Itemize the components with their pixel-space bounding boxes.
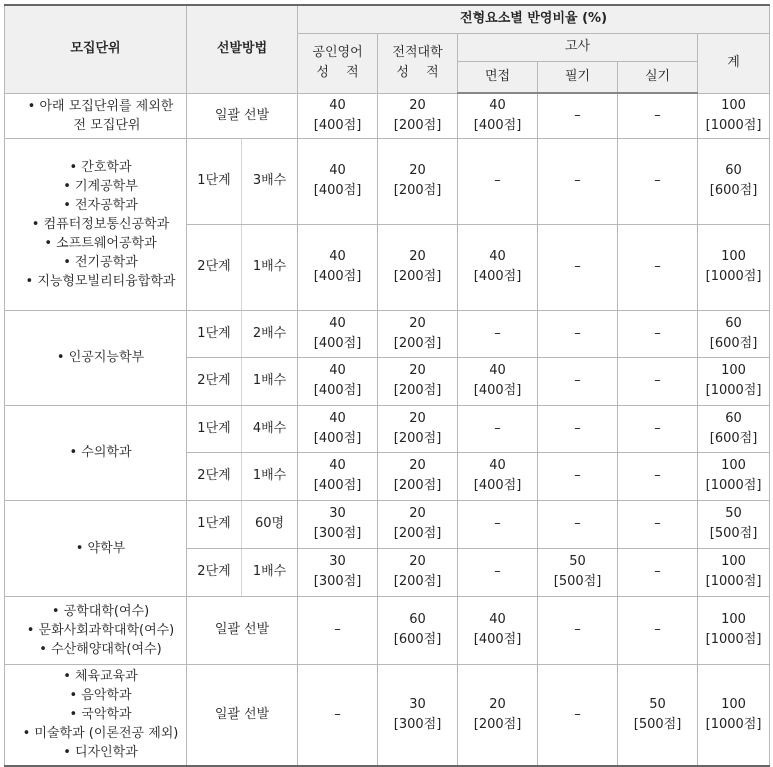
written-score-cell	[538, 664, 618, 766]
written-ratio: –	[574, 259, 581, 274]
interview-score-cell	[458, 405, 538, 452]
prev-points: [200점]	[393, 183, 442, 198]
prev-score-cell	[378, 664, 458, 766]
total-ratio: 100	[721, 696, 746, 712]
total-ratio: 100	[721, 458, 746, 473]
english-score-cell	[298, 596, 378, 664]
recruit-unit-item: • 전기공학과	[63, 254, 138, 270]
written-score-cell	[538, 310, 618, 357]
prev-score-cell	[378, 596, 458, 664]
selection-stage: 2단계	[187, 548, 242, 596]
interview-ratio: –	[494, 325, 501, 341]
total-score-cell	[698, 548, 770, 596]
recruit-unit-cell	[5, 664, 187, 766]
practical-ratio: –	[654, 516, 661, 531]
practical-ratio: –	[654, 564, 661, 579]
recruit-unit-item: • 전자공학과	[63, 197, 138, 213]
table-row	[5, 138, 770, 224]
prev-points: [200점]	[393, 383, 442, 398]
admission-ratio-table	[4, 4, 770, 767]
practical-points: [500점]	[633, 716, 682, 732]
prev-ratio: 20	[409, 249, 426, 264]
prev-points: [200점]	[393, 269, 442, 284]
interview-points: [400점]	[473, 269, 522, 284]
total-score-cell	[698, 310, 770, 357]
written-ratio: 50	[569, 554, 586, 569]
recruit-unit-cell	[5, 138, 187, 310]
recruit-unit-item: • 수산해양대학(여수)	[39, 641, 162, 657]
interview-points: [200점]	[473, 716, 522, 732]
practical-ratio: –	[654, 325, 661, 341]
written-score-cell	[538, 548, 618, 596]
english-score-cell	[298, 93, 378, 138]
selection-stage: 2단계	[187, 357, 242, 405]
english-ratio: 40	[329, 163, 346, 178]
table-row	[5, 93, 770, 138]
prev-points: [600점]	[393, 632, 442, 647]
header-practical: 실기	[618, 61, 698, 93]
prev-score-cell	[378, 224, 458, 310]
written-score-cell	[538, 357, 618, 405]
selection-stage: 2단계	[187, 452, 242, 500]
prev-ratio: 20	[409, 554, 426, 569]
total-ratio: 50	[725, 506, 742, 521]
written-score-cell	[538, 224, 618, 310]
english-points: [400점]	[313, 183, 362, 198]
selection-method: 일괄 선발	[187, 664, 298, 766]
total-ratio: 100	[721, 363, 746, 378]
total-score-cell	[698, 357, 770, 405]
prev-score-cell	[378, 357, 458, 405]
header-total: 계	[698, 33, 770, 93]
table-row	[5, 310, 770, 357]
practical-ratio: –	[654, 173, 661, 188]
header-english	[298, 33, 378, 93]
total-score-cell	[698, 664, 770, 766]
interview-ratio: –	[494, 516, 501, 531]
total-score-cell	[698, 405, 770, 452]
table-row	[5, 596, 770, 664]
total-score-cell	[698, 500, 770, 548]
english-points: [400점]	[313, 430, 362, 446]
prev-points: [200점]	[393, 117, 442, 133]
total-ratio: 100	[721, 97, 746, 113]
english-ratio: 40	[329, 249, 346, 264]
total-ratio: 100	[721, 554, 746, 569]
written-ratio: –	[574, 107, 581, 123]
interview-score-cell	[458, 224, 538, 310]
english-ratio: –	[334, 706, 341, 722]
interview-ratio: –	[494, 420, 501, 436]
recruit-unit-cell	[5, 405, 187, 500]
interview-points: [400점]	[473, 632, 522, 647]
recruit-unit-item: • 간호학과	[69, 159, 132, 175]
prev-points: [200점]	[393, 478, 442, 493]
total-points: [1000점]	[705, 716, 762, 732]
table-row	[5, 405, 770, 452]
recruit-unit-cell	[5, 596, 187, 664]
english-ratio: 30	[329, 554, 346, 569]
written-points: [500점]	[553, 574, 602, 589]
english-ratio: 40	[329, 458, 346, 473]
total-score-cell	[698, 138, 770, 224]
prev-ratio: 60	[409, 612, 426, 627]
total-score-cell	[698, 224, 770, 310]
table-row	[5, 664, 770, 766]
total-points: [1000점]	[705, 383, 762, 398]
english-score-cell	[298, 224, 378, 310]
prev-points: [200점]	[393, 335, 442, 351]
practical-ratio: –	[654, 420, 661, 436]
selection-multiplier: 4배수	[242, 405, 298, 452]
recruit-unit-item: • 공학대학(여수)	[51, 603, 150, 619]
prev-ratio: 20	[409, 410, 426, 426]
header-prev-school	[378, 33, 458, 93]
written-score-cell	[538, 405, 618, 452]
interview-score-cell	[458, 138, 538, 224]
prev-ratio: 20	[409, 163, 426, 178]
english-points: [400점]	[313, 269, 362, 284]
interview-points: [400점]	[473, 117, 522, 133]
interview-points: [400점]	[473, 478, 522, 493]
selection-multiplier: 1배수	[242, 452, 298, 500]
practical-score-cell	[618, 93, 698, 138]
practical-score-cell	[618, 357, 698, 405]
practical-score-cell	[618, 548, 698, 596]
selection-multiplier: 1배수	[242, 224, 298, 310]
written-score-cell	[538, 452, 618, 500]
total-points: [600점]	[709, 430, 758, 446]
english-score-cell	[298, 138, 378, 224]
practical-score-cell	[618, 138, 698, 224]
recruit-unit-item: • 약학부	[75, 540, 126, 556]
english-ratio: 40	[329, 363, 346, 378]
interview-ratio: 40	[489, 612, 506, 627]
selection-multiplier: 1배수	[242, 357, 298, 405]
total-points: [500점]	[709, 526, 758, 541]
prev-points: [200점]	[393, 430, 442, 446]
selection-method: 일괄 선발	[187, 93, 298, 138]
selection-stage: 1단계	[187, 310, 242, 357]
recruit-unit-item: • 음악학과	[69, 688, 132, 704]
written-ratio: –	[574, 325, 581, 341]
selection-multiplier: 2배수	[242, 310, 298, 357]
prev-score-cell	[378, 405, 458, 452]
practical-score-cell	[618, 664, 698, 766]
written-ratio: –	[574, 173, 581, 188]
recruit-unit-item: • 미술학과 (이론전공 제외)	[22, 726, 179, 742]
practical-score-cell	[618, 452, 698, 500]
table-body	[5, 93, 770, 766]
table-row	[5, 500, 770, 548]
selection-multiplier: 1배수	[242, 548, 298, 596]
english-points: [400점]	[313, 117, 362, 133]
total-points: [600점]	[709, 183, 758, 198]
interview-ratio: 40	[489, 458, 506, 473]
practical-score-cell	[618, 405, 698, 452]
selection-multiplier: 3배수	[242, 138, 298, 224]
written-ratio: –	[574, 420, 581, 436]
written-score-cell	[538, 93, 618, 138]
header-ratio-title: 전형요소별 반영비율 (%)	[298, 5, 770, 33]
english-score-cell	[298, 548, 378, 596]
english-ratio: 40	[329, 410, 346, 426]
total-ratio: 100	[721, 249, 746, 264]
written-ratio: –	[574, 373, 581, 388]
total-score-cell	[698, 596, 770, 664]
english-score-cell	[298, 310, 378, 357]
written-ratio: –	[574, 706, 581, 722]
selection-stage: 1단계	[187, 138, 242, 224]
interview-ratio: 40	[489, 249, 506, 264]
header-english-line2: 성 적	[316, 65, 359, 80]
prev-points: [200점]	[393, 574, 442, 589]
header-unit: 모집단위	[5, 5, 187, 93]
interview-score-cell	[458, 357, 538, 405]
english-score-cell	[298, 405, 378, 452]
recruit-unit-item: • 문화사회과학대학(여수)	[26, 622, 175, 638]
practical-ratio: –	[654, 259, 661, 274]
header-prev-line2: 성 적	[396, 65, 439, 80]
prev-ratio: 20	[409, 97, 426, 113]
recruit-unit-cell	[5, 93, 187, 138]
english-ratio: 30	[329, 506, 346, 521]
prev-score-cell	[378, 548, 458, 596]
english-points: [300점]	[313, 526, 362, 541]
selection-stage: 2단계	[187, 224, 242, 310]
header-interview: 면접	[458, 61, 538, 93]
interview-ratio: –	[494, 564, 501, 579]
recruit-unit-item: • 디자인학과	[63, 745, 138, 761]
total-points: [1000점]	[705, 632, 762, 647]
selection-multiplier: 60명	[242, 500, 298, 548]
english-points: [400점]	[313, 335, 362, 351]
english-ratio: 40	[329, 315, 346, 331]
prev-ratio: 20	[409, 506, 426, 521]
english-score-cell	[298, 500, 378, 548]
recruit-unit-item: • 인공지능학부	[56, 350, 145, 365]
practical-score-cell	[618, 310, 698, 357]
total-points: [600점]	[709, 335, 758, 351]
english-points: [400점]	[313, 383, 362, 398]
total-ratio: 60	[725, 410, 742, 426]
recruit-unit-item: • 국악학과	[69, 707, 132, 723]
recruit-unit-item: • 소프트웨어공학과	[44, 235, 157, 251]
practical-ratio: –	[654, 373, 661, 388]
prev-score-cell	[378, 138, 458, 224]
total-ratio: 100	[721, 612, 746, 627]
recruit-unit-cell	[5, 500, 187, 596]
interview-ratio: 40	[489, 97, 506, 113]
recruit-unit-item: • 지능형모빌리티융합학과	[25, 273, 176, 289]
written-ratio: –	[574, 468, 581, 483]
header-method: 선발방법	[187, 5, 298, 93]
selection-stage: 1단계	[187, 405, 242, 452]
interview-points: [400점]	[473, 383, 522, 398]
prev-points: [200점]	[393, 526, 442, 541]
prev-score-cell	[378, 452, 458, 500]
interview-ratio: 40	[489, 363, 506, 378]
interview-ratio: –	[494, 173, 501, 188]
recruit-unit-item: • 아래 모집단위를 제외한	[27, 98, 174, 114]
header-written: 필기	[538, 61, 618, 93]
practical-score-cell	[618, 596, 698, 664]
english-ratio: –	[334, 622, 341, 637]
practical-score-cell	[618, 500, 698, 548]
written-score-cell	[538, 500, 618, 548]
total-points: [1000점]	[705, 574, 762, 589]
written-score-cell	[538, 138, 618, 224]
interview-score-cell	[458, 452, 538, 500]
recruit-unit-item: • 체육교육과	[63, 669, 138, 685]
english-score-cell	[298, 452, 378, 500]
total-ratio: 60	[725, 315, 742, 331]
interview-score-cell	[458, 500, 538, 548]
prev-score-cell	[378, 93, 458, 138]
recruit-unit-item: • 컴퓨터정보통신공학과	[31, 216, 170, 232]
interview-score-cell	[458, 596, 538, 664]
total-points: [1000점]	[705, 478, 762, 493]
prev-ratio: 30	[409, 696, 426, 712]
prev-points: [300점]	[393, 716, 442, 732]
prev-ratio: 20	[409, 363, 426, 378]
english-points: [400점]	[313, 478, 362, 493]
recruit-unit-cell	[5, 310, 187, 405]
header-english-line1: 공인영어	[312, 45, 363, 60]
total-score-cell	[698, 93, 770, 138]
written-ratio: –	[574, 516, 581, 531]
prev-ratio: 20	[409, 315, 426, 331]
practical-score-cell	[618, 224, 698, 310]
practical-ratio: –	[654, 622, 661, 637]
recruit-unit-item: • 기계공학부	[63, 178, 138, 194]
english-score-cell	[298, 664, 378, 766]
english-ratio: 40	[329, 97, 346, 113]
selection-method: 일괄 선발	[187, 596, 298, 664]
english-score-cell	[298, 357, 378, 405]
interview-score-cell	[458, 664, 538, 766]
prev-score-cell	[378, 310, 458, 357]
interview-score-cell	[458, 310, 538, 357]
recruit-unit-item: • 수의학과	[69, 445, 132, 460]
recruit-unit-item: 전 모집단위	[73, 117, 141, 133]
interview-score-cell	[458, 93, 538, 138]
written-ratio: –	[574, 622, 581, 637]
selection-stage: 1단계	[187, 500, 242, 548]
written-score-cell	[538, 596, 618, 664]
interview-score-cell	[458, 548, 538, 596]
practical-ratio: –	[654, 468, 661, 483]
practical-ratio: –	[654, 107, 661, 123]
practical-ratio: 50	[649, 696, 666, 712]
total-score-cell	[698, 452, 770, 500]
english-points: [300점]	[313, 574, 362, 589]
total-points: [1000점]	[705, 117, 762, 133]
header-prev-line1: 전적대학	[392, 45, 443, 60]
total-ratio: 60	[725, 163, 742, 178]
interview-ratio: 20	[489, 696, 506, 712]
total-points: [1000점]	[705, 269, 762, 284]
header-exam: 고사	[458, 33, 698, 61]
prev-score-cell	[378, 500, 458, 548]
prev-ratio: 20	[409, 458, 426, 473]
